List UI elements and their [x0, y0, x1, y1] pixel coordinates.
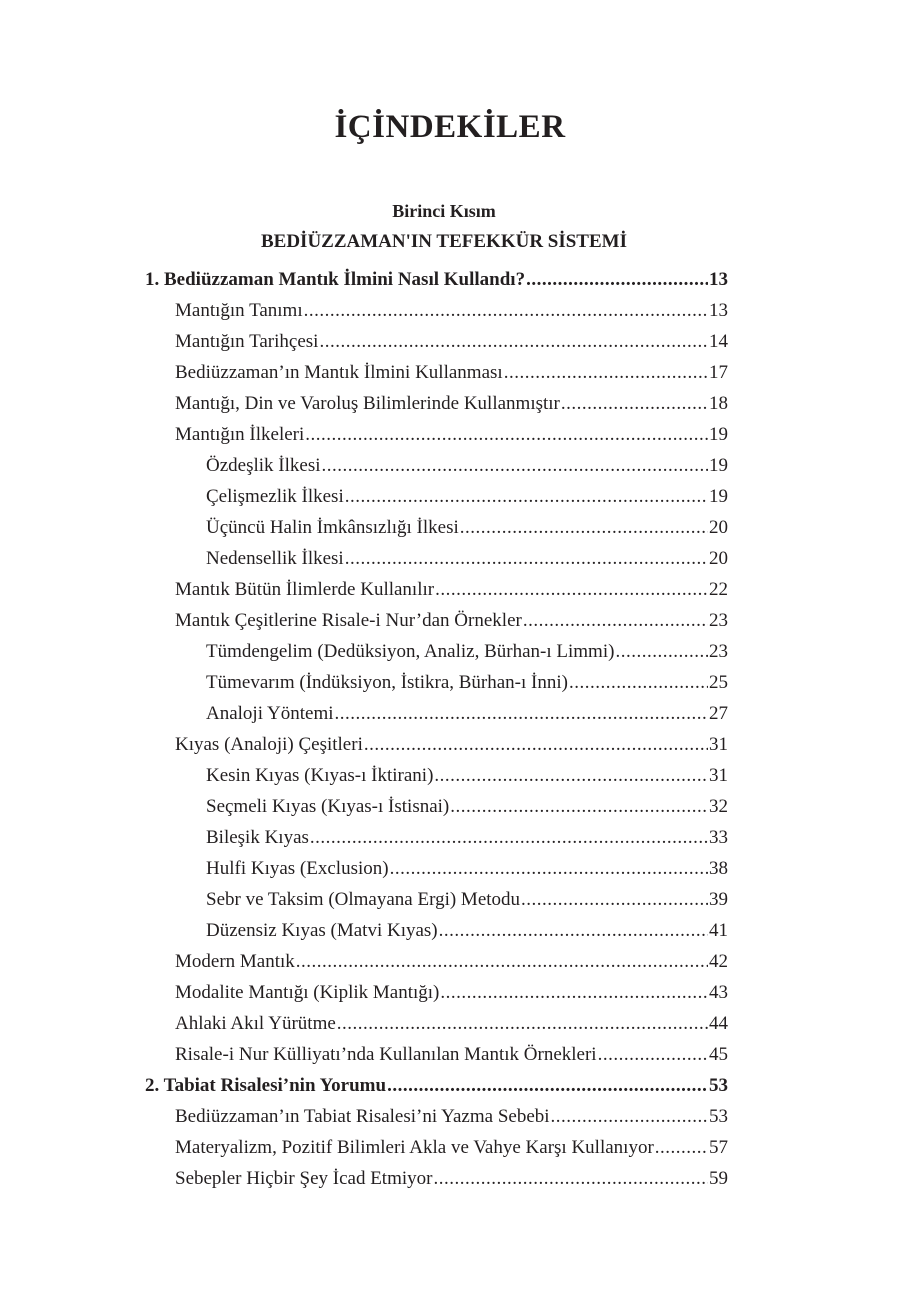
toc-entry-page: 38 [709, 858, 728, 879]
toc-entry-title: Çelişmezlik İlkesi [206, 486, 344, 507]
dot-leader [521, 884, 708, 915]
toc-entry [175, 326, 728, 357]
dot-leader [655, 1132, 708, 1163]
toc-entry [206, 791, 728, 822]
toc-entry-title: Modalite Mantığı (Kiplik Mantığı) [175, 982, 440, 1003]
toc-entry-title: Hulfi Kıyas (Exclusion) [206, 858, 389, 879]
toc-entry-page: 43 [709, 982, 728, 1003]
toc-entry [175, 1039, 728, 1070]
dot-leader [598, 1039, 708, 1070]
toc-entry-page: 39 [709, 889, 728, 910]
toc-entry [206, 853, 728, 884]
toc-entry-page: 45 [709, 1044, 728, 1065]
toc-entry-title: Modern Mantık [175, 951, 295, 972]
toc-entry-title: Kıyas (Analoji) Çeşitleri [175, 734, 363, 755]
toc-entry [175, 1132, 728, 1163]
dot-leader [434, 760, 708, 791]
toc-entry-title: Sebr ve Taksim (Olmayana Ergi) Metodu [206, 889, 521, 910]
dot-leader [551, 1101, 708, 1132]
dot-leader [440, 977, 708, 1008]
toc-entry-title: Mantığın Tarihçesi [175, 331, 319, 352]
toc-entry-title: Tümdengelim (Dedüksiyon, Analiz, Bürhan-ı Limmi) [206, 641, 615, 662]
toc-entry-page: 23 [709, 610, 728, 631]
dot-leader [390, 853, 708, 884]
toc-entry-title: Risale-i Nur Külliyatı’nda Kullanılan Mantık Örnekleri [175, 1044, 597, 1065]
toc-entry-page: 13 [709, 300, 728, 321]
dot-leader [310, 822, 708, 853]
dot-leader [304, 295, 708, 326]
toc-entry-page: 13 [709, 269, 728, 290]
dot-leader [523, 605, 708, 636]
toc-entry [175, 357, 728, 388]
toc-entry [206, 543, 728, 574]
toc-entry-page: 19 [709, 486, 728, 507]
toc-entry [175, 1163, 728, 1194]
toc-entry [175, 1008, 728, 1039]
toc-entry-title: Nedensellik İlkesi [206, 548, 344, 569]
toc-entry-page: 32 [709, 796, 728, 817]
dot-leader [345, 481, 708, 512]
toc-entry-page: 14 [709, 331, 728, 352]
dot-leader [296, 946, 708, 977]
toc-entry-title: Mantık Çeşitlerine Risale-i Nur’dan Örnekler [175, 610, 522, 631]
toc-entry-title: Seçmeli Kıyas (Kıyas-ı İstisnai) [206, 796, 450, 817]
dot-leader [615, 636, 708, 667]
dot-leader [387, 1070, 708, 1101]
toc-entry-page: 19 [709, 455, 728, 476]
toc-entry-title: Özdeşlik İlkesi [206, 455, 321, 476]
toc-entry-title: Mantığı, Din ve Varoluş Bilimlerinde Kullanmıştır [175, 393, 560, 414]
toc-entry-page: 59 [709, 1168, 728, 1189]
toc-entry [175, 729, 728, 760]
toc-entry [206, 884, 728, 915]
toc-entry-page: 44 [709, 1013, 728, 1034]
toc-entry-page: 33 [709, 827, 728, 848]
dot-leader [439, 915, 708, 946]
toc-entry [206, 760, 728, 791]
dot-leader [433, 1163, 708, 1194]
part-title: BEDİÜZZAMAN'IN TEFEKKÜR SİSTEMİ [260, 231, 627, 252]
toc-entry-page: 41 [709, 920, 728, 941]
toc-entry-title: Sebepler Hiçbir Şey İcad Etmiyor [175, 1168, 433, 1189]
toc-entry-title: Bediüzzaman’ın Tabiat Risalesi’ni Yazma Sebebi [175, 1106, 550, 1127]
toc-entry [206, 698, 728, 729]
dot-leader [364, 729, 708, 760]
toc-entry-page: 53 [709, 1075, 728, 1096]
toc-entry [175, 295, 728, 326]
toc-entry-title: Bediüzzaman’ın Mantık İlmini Kullanması [175, 362, 503, 383]
dot-leader [319, 326, 708, 357]
dot-leader [337, 1008, 708, 1039]
toc-entry [175, 605, 728, 636]
toc-entry [175, 977, 728, 1008]
toc-entry [206, 481, 728, 512]
toc-entry [206, 915, 728, 946]
toc-entry-title: Mantık Bütün İlimlerde Kullanılır [175, 579, 435, 600]
toc-entry-title: 1. Bediüzzaman Mantık İlmini Nasıl Kullandı? [145, 269, 526, 290]
toc-entry [206, 667, 728, 698]
toc-entry [175, 574, 728, 605]
page-title: İÇİNDEKİLER [334, 109, 566, 145]
toc-entry-page: 22 [709, 579, 728, 600]
toc-entry-title: Düzensiz Kıyas (Matvi Kıyas) [206, 920, 438, 941]
toc-entry-page: 25 [709, 672, 728, 693]
toc-entry-title: Bileşik Kıyas [206, 827, 309, 848]
toc-entry-page: 31 [709, 734, 728, 755]
toc-entry-page: 19 [709, 424, 728, 445]
toc-entry-title: Kesin Kıyas (Kıyas-ı İktirani) [206, 765, 434, 786]
toc-entry-title: 2. Tabiat Risalesi’nin Yorumu [145, 1075, 387, 1096]
dot-leader [322, 450, 708, 481]
toc-entry-page: 17 [709, 362, 728, 383]
part-label: Birinci Kısım [392, 201, 496, 221]
toc-entry [175, 388, 728, 419]
toc-chapter-entry [145, 264, 728, 295]
dot-leader [526, 264, 708, 295]
toc-entry [175, 946, 728, 977]
toc-entry [175, 1101, 728, 1132]
dot-leader [450, 791, 708, 822]
toc-chapter-entry [145, 1070, 728, 1101]
dot-leader [569, 667, 708, 698]
toc-entry-page: 53 [709, 1106, 728, 1127]
dot-leader [305, 419, 708, 450]
toc-entry [206, 450, 728, 481]
toc-entry-title: Mantığın İlkeleri [175, 424, 305, 445]
toc-entry [206, 636, 728, 667]
toc-entry-page: 20 [709, 548, 728, 569]
toc-entry-page: 20 [709, 517, 728, 538]
dot-leader [335, 698, 708, 729]
toc-entry-title: Üçüncü Halin İmkânsızlığı İlkesi [206, 517, 459, 538]
toc-entry-title: Analoji Yöntemi [206, 703, 334, 724]
dot-leader [435, 574, 708, 605]
toc-entry-page: 27 [709, 703, 728, 724]
toc-entry-title: Materyalizm, Pozitif Bilimleri Akla ve Vahye Karşı Kullanıyor [175, 1137, 654, 1158]
toc-entry-page: 42 [709, 951, 728, 972]
dot-leader [460, 512, 708, 543]
toc-entry-page: 31 [709, 765, 728, 786]
toc-entry-page: 18 [709, 393, 728, 414]
toc-entry-page: 23 [709, 641, 728, 662]
toc-entry [206, 822, 728, 853]
toc-entry-page: 57 [709, 1137, 728, 1158]
toc-entry [206, 512, 728, 543]
dot-leader [345, 543, 708, 574]
dot-leader [504, 357, 708, 388]
toc-entry-title: Mantığın Tanımı [175, 300, 303, 321]
dot-leader [561, 388, 708, 419]
toc-entry-title: Ahlaki Akıl Yürütme [175, 1013, 336, 1034]
toc-entry [175, 419, 728, 450]
toc-entry-title: Tümevarım (İndüksiyon, İstikra, Bürhan-ı İnni) [206, 672, 568, 693]
